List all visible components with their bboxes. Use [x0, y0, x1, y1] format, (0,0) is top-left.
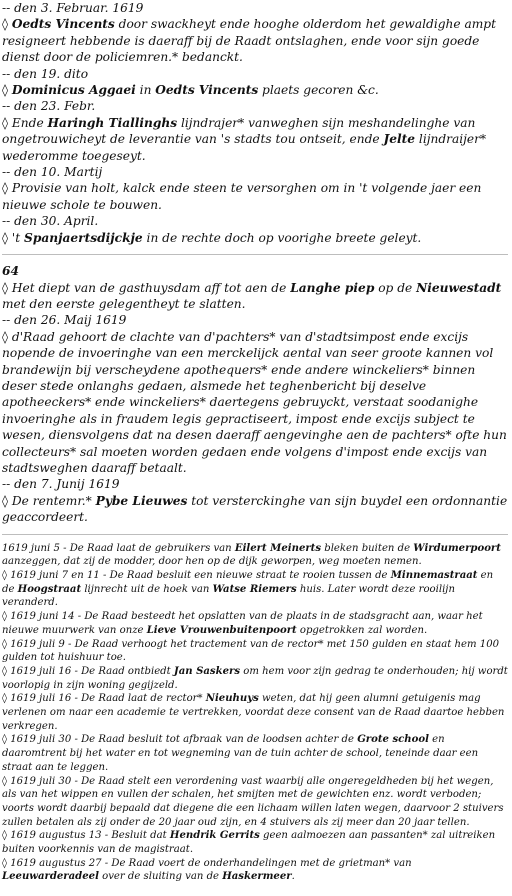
- diamond-bullet-icon: ◊: [2, 570, 7, 581]
- diamond-bullet-icon: ◊: [2, 181, 9, 196]
- entry-excise: ◊ d'Raad gehoort de clachte van d'pachters* van d'stadtsimpost ende excijs nopende de invoeringhe van een merckelijck aental van seer groote kannen vol brandewijn bij verscheydene apothequers* ende andere winckeliers* binnen deser stede onlanghs gedaen, alsmede het teghenbericht bij deselve apotheeckers* ende winckeliers* daertegens gebruyckt, verstaat soodanighe invoeringhe als in fraudem legis gepractiseert, impost ende excijs subject te wesen, diensvolgens dat na desen daeraff aengevinghe aen de pachters* ofte hun collecteurs* sal moeten worden gedaen ende volgens d'impost ende excijs van stadtsweghen daaraff betaalt.: [2, 329, 507, 475]
- summary-entry: ◊ 1619 augustus 27 - De Raad voert de onderhandelingen met de grietman* van Leeuwarderadeel over de sluiting van de Haskermeer.: [2, 857, 412, 883]
- summary-entry: ◊ 1619 juni 14 - De Raad besteedt het opslatten van de plaats in de stadsgracht aan, waar het nieuwe muurwerk van onze Lieve Vrouwenbuitenpoort opgetrokken zal worden.: [2, 611, 483, 636]
- person-name: Watse Riemers: [212, 583, 297, 595]
- person-name: Jan Saskers: [173, 665, 241, 677]
- diamond-bullet-icon: ◊: [2, 830, 7, 842]
- diamond-bullet-icon: ◊: [2, 611, 7, 623]
- document-page: [2, 0, 508, 884]
- diamond-bullet-icon: ◊: [2, 329, 9, 344]
- entry-appointment: ◊ Dominicus Aggaei in Oedts Vincents plaets gecoren &c.: [2, 83, 379, 98]
- diamond-bullet-icon: ◊: [2, 115, 9, 130]
- place-name: Leeuwarderadeel: [2, 871, 99, 883]
- place-name: Lieve Vrouwenbuitenpoort: [146, 624, 297, 636]
- diamond-bullet-icon: ◊: [2, 280, 9, 295]
- place-name: Langhe piep: [290, 280, 375, 295]
- diamond-bullet-icon: ◊: [2, 17, 9, 32]
- date-line: -- den 3. Februar. 1619: [2, 1, 144, 15]
- entry-rentmaster: ◊ De rentemr.* Pybe Lieuwes tot versterckinghe van sijn buydel een ordonnantie geaccordeert.: [2, 493, 508, 525]
- diamond-bullet-icon: ◊: [2, 734, 7, 746]
- date-line: -- den 7. Junij 1619: [2, 477, 120, 492]
- date-line: -- den 26. Maij 1619: [2, 313, 127, 328]
- summary-entry: ◊ 1619 juli 16 - De Raad ontbiedt Jan Saskers om hem voor zijn gedrag te onderhouden; hij wordt voorlopig in zijn woning gegijzeld.: [2, 665, 508, 691]
- person-name: Oedts Vincents: [155, 83, 259, 98]
- transcription-top: [2, 0, 508, 246]
- diamond-bullet-icon: ◊: [2, 230, 9, 245]
- person-name: Nieuhuys: [205, 693, 259, 705]
- place-name: Hoogstraat: [17, 583, 82, 595]
- summary-entry: ◊ 1619 augustus 13 - Besluit dat Hendrik Gerrits geen aalmoezen aan passanten* zal uitreiken buiten voorkennis van de magistraat.: [2, 830, 496, 856]
- person-name: Oedts Vincents: [11, 17, 115, 32]
- diamond-bullet-icon: ◊: [2, 693, 7, 705]
- person-name: Pybe Lieuwes: [95, 493, 188, 508]
- date-line: -- den 30. April.: [2, 214, 99, 229]
- place-name: Spanjaertsdijckje: [24, 230, 143, 245]
- person-name: Jelte: [383, 132, 416, 147]
- date-line: -- den 10. Martij: [2, 165, 103, 180]
- entry-dike: ◊ 't Spanjaertsdijckje in de rechte doch op voorighe breete geleyt.: [2, 230, 422, 245]
- summary-entry: ◊ 1619 juli 30 - De Raad besluit tot afbraak van de loodsen achter de Grote school en daaromtrent bij het water en tot wegneming van de tuin achter de school, teneinde daar een straat aan te leggen.: [2, 734, 479, 773]
- entry-canal: ◊ Het diept van de gasthuysdam aff tot aen de Langhe piep op de Nieuwestadt met den eerste gelegentheyt te slatten.: [2, 280, 502, 311]
- person-name: Eilert Meinerts: [234, 542, 322, 554]
- summary-entry: 1619 juni 5 - De Raad laat de gebruikers van Eilert Meinerts bleken buiten de Wirdumerpoort aanzeggen, dat zij de modder, door hen op de dijk geworpen, weg moeten nemen.: [2, 542, 501, 568]
- diamond-bullet-icon: ◊: [2, 857, 7, 869]
- entry-school: ◊ Provisie van holt, kalck ende steen te versorghen om in 't volgende jaer een nieuwe schole te bouwen.: [2, 181, 482, 212]
- entry-ropemaker: ◊ Ende Haringh Tiallinghs lijndrajer* vanweghen sijn meshandelinghe van ongetrouwicheyt de leverantie van 's stadts tou ontseit, ende Jelte lijndraijer* wederomme toegeseyt.: [2, 115, 487, 163]
- person-name: Haringh Tiallinghs: [47, 115, 178, 130]
- summary-section: [2, 542, 508, 885]
- summary-entry: ◊ 1619 juli 16 - De Raad laat de rector* Nieuhuys weten, dat hij geen alumni getuigenis mag verlenen om naar een academie te vertrekken, voordat deze consent van de Raad daartoe hebben verkregen.: [2, 693, 505, 732]
- transcription-middle: [2, 263, 508, 526]
- place-name: Grote school: [357, 734, 429, 746]
- place-name: Minnemastraat: [390, 570, 478, 581]
- summary-entry: ◊ 1619 juli 30 - De Raad stelt een verordening vast waarbij alle ongeregeldheden bij het wegen, als van het wippen en vullen der schalen, het smijten met de gewichten enz. wordt verboden; voorts wordt daarbij bepaald dat diegene die een lichaam willen laten wegen, daarvoor 2 stuivers zullen betalen als zij onder de 20 jaar oud zijn, en 4 stuivers als zij meer dan 20 jaar tellen.: [2, 775, 504, 828]
- diamond-bullet-icon: ◊: [2, 665, 7, 677]
- diamond-bullet-icon: ◊: [2, 493, 9, 508]
- section-divider: [2, 254, 508, 255]
- page-number: 64: [2, 264, 19, 279]
- date-line: -- den 19. dito: [2, 66, 89, 81]
- date-line: -- den 23. Febr.: [2, 99, 96, 114]
- diamond-bullet-icon: ◊: [2, 83, 9, 98]
- entry-resignation: ◊ Oedts Vincents door swackheyt ende hooghe olderdom het gewaldighe ampt resigneert hebbende is daeraff bij de Raadt ontslaghen, ende voor sijn goede dienst door de policiemren.* bedanckt.: [2, 17, 496, 65]
- summary-entry: ◊ 1619 juli 9 - De Raad verhoogt het tractement van de rector* met 150 gulden en staat hem 100 gulden tot huishuur toe.: [2, 638, 500, 664]
- diamond-bullet-icon: ◊: [2, 638, 7, 650]
- place-name: Nieuwestadt: [416, 280, 502, 295]
- person-name: Dominicus Aggaei: [11, 83, 136, 98]
- section-divider: [2, 534, 508, 535]
- summary-entry: ◊ 1619 juni 7 en 11 - De Raad besluit een nieuwe straat te rooien tussen de Minnemastraat en de Hoogstraat lijnrecht uit de hoek van Watse Riemers huis. Later wordt deze rooilijn veranderd.: [2, 570, 494, 609]
- place-name: Wirdumerpoort: [413, 542, 501, 554]
- place-name: Haskermeer: [222, 871, 292, 883]
- person-name: Hendrik Gerrits: [169, 830, 260, 842]
- diamond-bullet-icon: ◊: [2, 775, 7, 787]
